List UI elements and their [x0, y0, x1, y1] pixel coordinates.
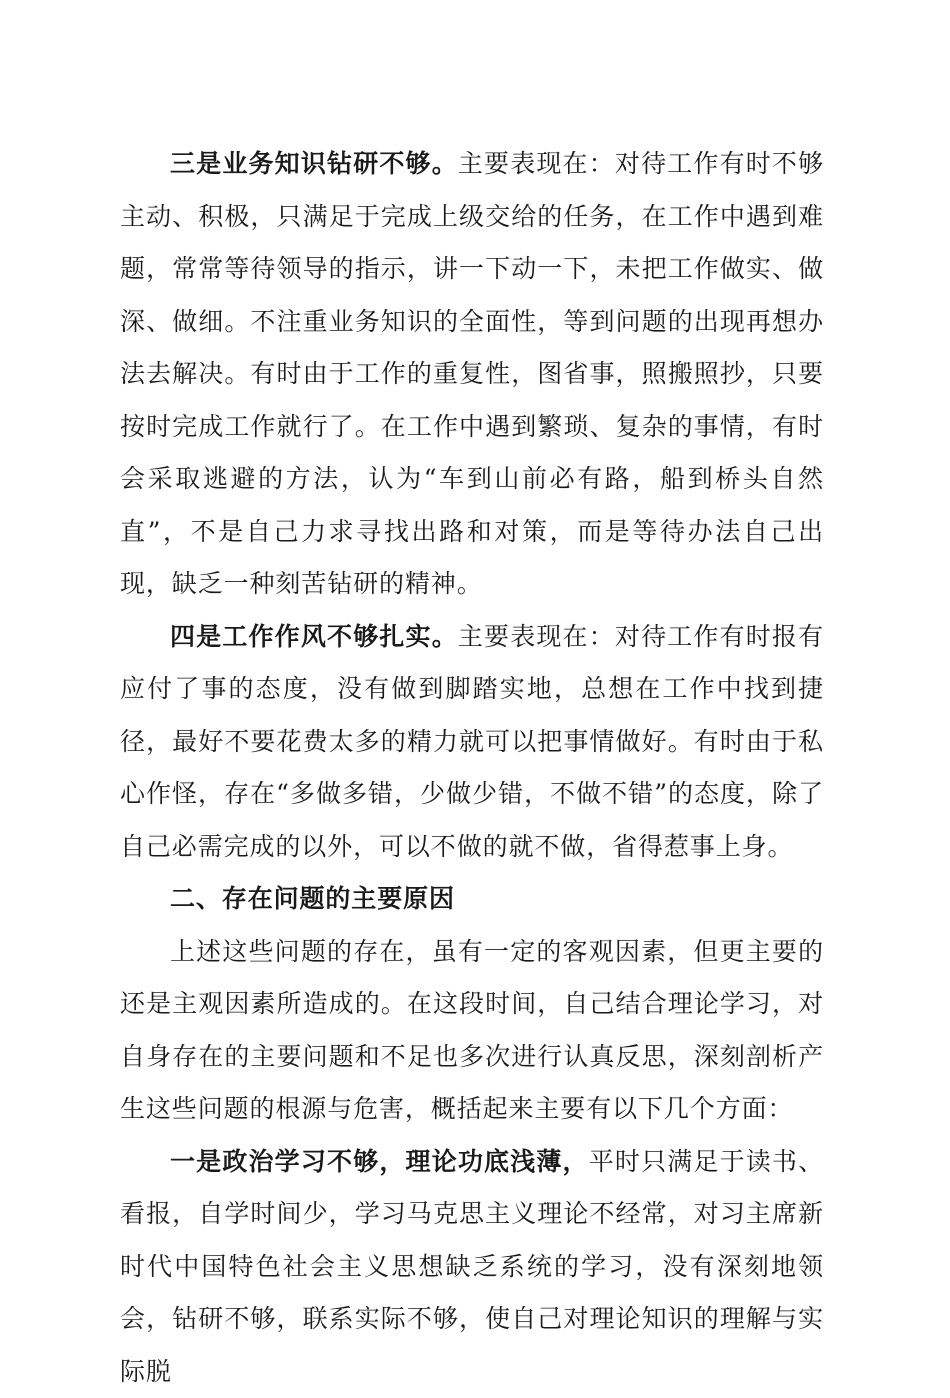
paragraph-business-knowledge	[120, 138, 824, 611]
paragraph-text: 主要表现在：对待工作有时报有应付了事的态度，没有做到脚踏实地，总想在工作中找到捷径，最好不要花费太多的精力就可以把事情做好。有时由于私心作怪，存在“多做多错，少做少错，不做不错”的态度，除了自己必需完成的以外，可以不做的就不做，省得惹事上身。	[120, 622, 824, 861]
section-heading: 二、存在问题的主要原因	[120, 873, 824, 926]
paragraph-lead: 三是业务知识钻研不够。	[170, 149, 458, 178]
paragraph-political-study	[120, 1136, 824, 1398]
paragraph-text: 主要表现在：对待工作有时不够主动、积极，只满足于完成上级交给的任务，在工作中遇到难题，常常等待领导的指示，讲一下动一下，未把工作做实、做深、做细。不注重业务知识的全面性，等到问题的出现再想办法去解决。有时由于工作的重复性，图省事，照搬照抄，只要按时完成工作就行了。在工作中遇到繁琐、复杂的事情，有时会采取逃避的方法，认为“车到山前必有路，船到桥头自然直”，不是自己力求寻找出路和对策，而是等待办法自己出现，缺乏一种刻苦钻研的精神。	[120, 149, 824, 598]
paragraph-intro: 上述这些问题的存在，虽有一定的客观因素，但更主要的还是主观因素所造成的。在这段时间，自己结合理论学习，对自身存在的主要问题和不足也多次进行认真反思，深刻剖析产生这些问题的根源与危害，概括起来主要有以下几个方面：	[120, 926, 824, 1136]
paragraph-lead: 一是政治学习不够，理论功底浅薄，	[170, 1147, 589, 1176]
paragraph-lead: 四是工作作风不够扎实。	[170, 622, 458, 651]
document-body	[120, 138, 824, 1398]
paragraph-work-style	[120, 611, 824, 874]
paragraph-text: 平时只满足于读书、看报，自学时间少，学习马克思主义理论不经常，对习主席新时代中国特色社会主义思想缺乏系统的学习，没有深刻地领会，钻研不够，联系实际不够，使自己对理论知识的理解与实际脱	[120, 1147, 824, 1386]
